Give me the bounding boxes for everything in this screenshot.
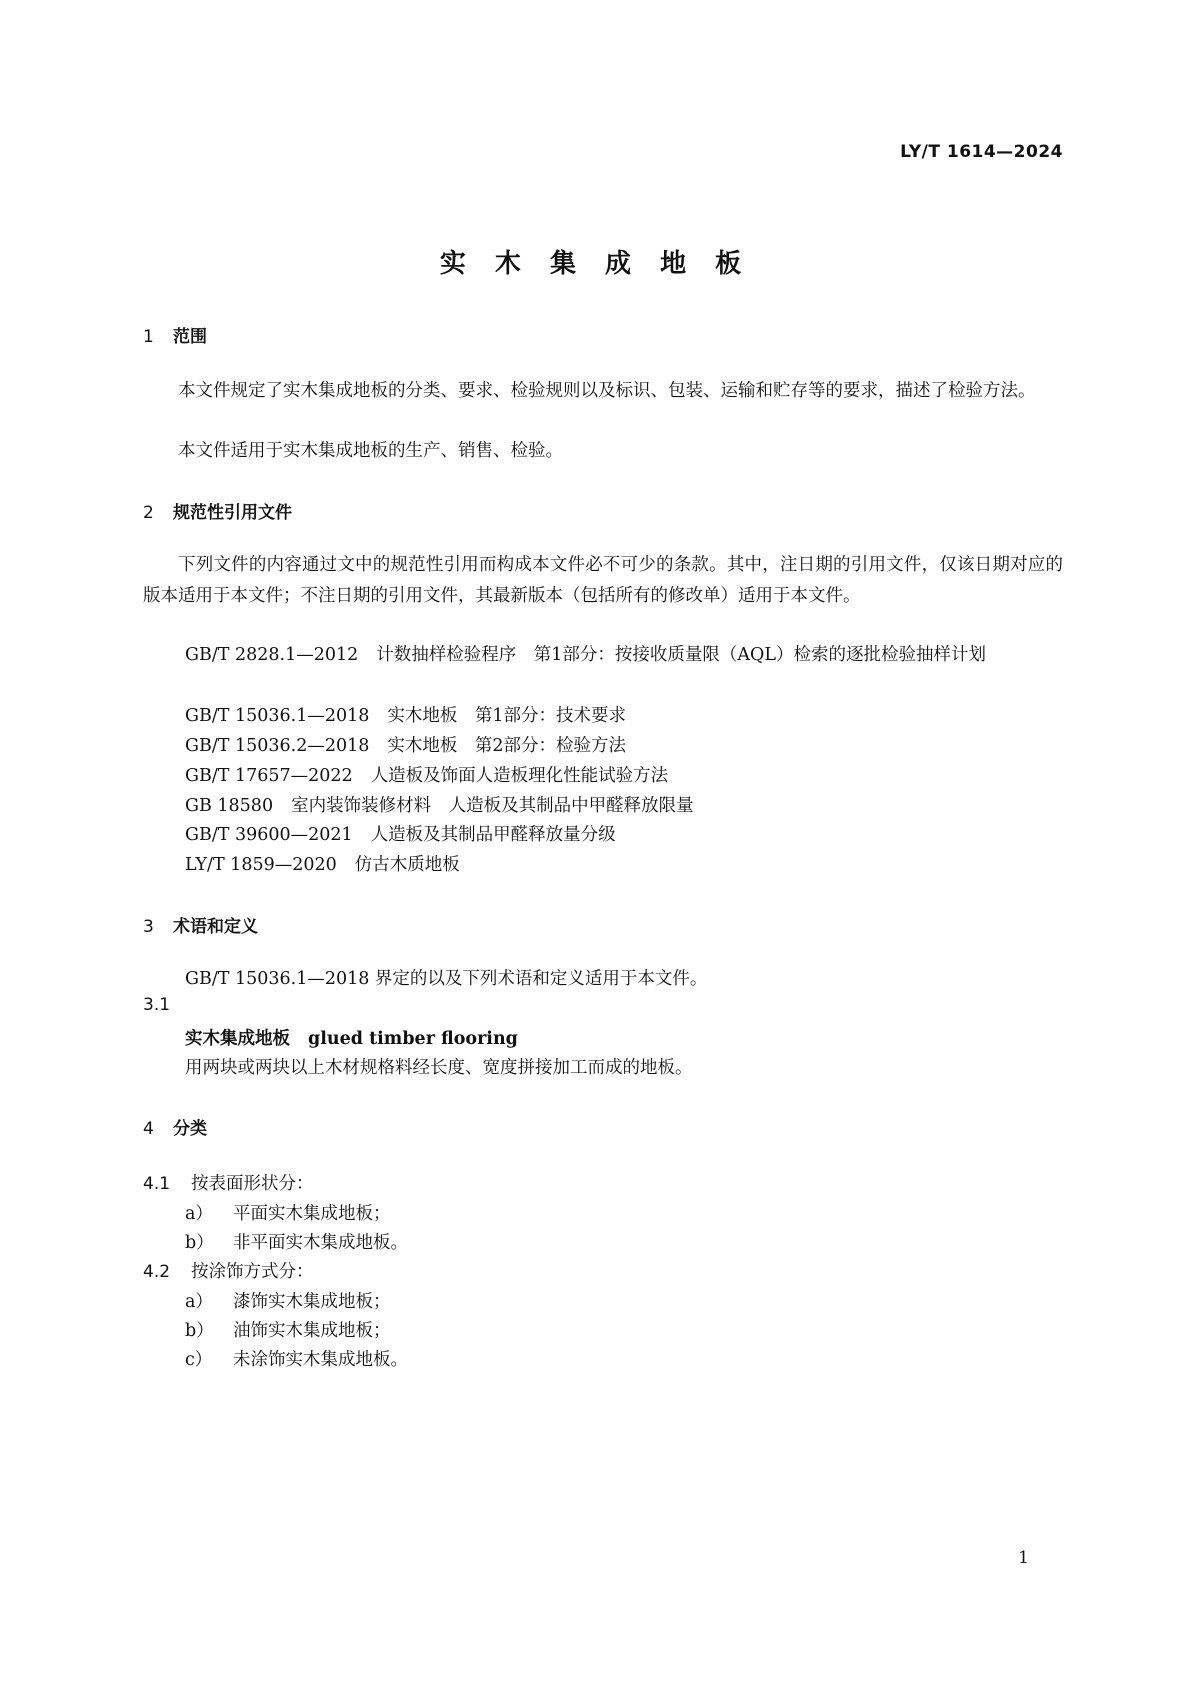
section-title: 范围 [173, 327, 207, 347]
term-number: 3.1 [143, 995, 171, 1015]
list-item-text: 漆饰实木集成地板； [233, 1292, 391, 1312]
list-item-label: b） [185, 1321, 214, 1341]
section-title: 分类 [173, 1119, 207, 1139]
list-item-text: 油饰实木集成地板； [233, 1321, 391, 1341]
section-2-intro: 下列文件的内容通过文中的规范性引用而构成本文件必不可少的条款。其中，注日期的引用文件，仅该日期对应的版本适用于本文件；不注日期的引用文件，其最新版本（包括所有的修改单）适用于本文件。 [143, 555, 1063, 606]
clause-text: 按涂饰方式分： [191, 1262, 314, 1282]
section-1-paragraph-1: 本文件规定了实木集成地板的分类、要求、检验规则以及标识、包装、运输和贮存等的要求，描述了检验方法。 [178, 381, 1036, 401]
section-title: 规范性引用文件 [173, 503, 292, 523]
section-3-intro: GB/T 15036.1—2018 界定的以及下列术语和定义适用于本文件。 [185, 969, 708, 989]
reference-code: GB 18580 [185, 796, 274, 816]
reference-code: GB/T 39600—2021 [185, 825, 353, 845]
section-number: 3 [143, 917, 154, 937]
term-heading [185, 1025, 518, 1050]
reference-title: 人造板及饰面人造板理化性能试验方法 [370, 766, 669, 786]
clause-number: 4.1 [143, 1174, 171, 1194]
document-code: LY/T 1614—2024 [900, 142, 1063, 162]
list-item [185, 1200, 391, 1225]
list-item-text: 未涂饰实木集成地板。 [233, 1350, 408, 1370]
clause-number: 4.2 [143, 1262, 171, 1282]
reference-title: 室内装饰装修材料 人造板及其制品中甲醛释放限量 [291, 796, 694, 816]
list-item-label: b） [185, 1233, 214, 1253]
section-1-heading [143, 322, 207, 347]
reference-code: GB/T 2828.1—2012 [185, 645, 359, 665]
list-item-label: a） [185, 1204, 213, 1224]
reference-item [185, 851, 460, 876]
reference-title: 实木地板 第1部分：技术要求 [387, 706, 627, 726]
reference-title: 人造板及其制品甲醛释放量分级 [370, 825, 616, 845]
section-1-paragraph-2: 本文件适用于实木集成地板的生产、销售、检验。 [178, 441, 563, 461]
reference-code: GB/T 15036.1—2018 [185, 706, 370, 726]
clause-4-2 [143, 1258, 314, 1283]
reference-code: GB/T 17657—2022 [185, 766, 353, 786]
reference-item [185, 732, 626, 757]
reference-item [185, 702, 626, 727]
document-title: 实 木 集 成 地 板 [439, 249, 752, 279]
list-item [185, 1317, 391, 1342]
section-2-heading [143, 498, 292, 523]
list-item [185, 1229, 408, 1254]
list-item [185, 1346, 408, 1371]
list-item-text: 非平面实木集成地板。 [233, 1233, 408, 1253]
section-4-heading [143, 1114, 207, 1139]
page-number: 1 [1018, 1548, 1029, 1568]
reference-code: GB/T 15036.2—2018 [185, 736, 370, 756]
section-3-heading [143, 912, 258, 937]
reference-item [143, 640, 1063, 671]
term-definition: 用两块或两块以上木材规格料经长度、宽度拼接加工而成的地板。 [185, 1058, 693, 1078]
list-item-label: a） [185, 1292, 213, 1312]
section-number: 2 [143, 503, 154, 523]
section-number: 4 [143, 1119, 154, 1139]
section-title: 术语和定义 [173, 917, 258, 937]
reference-item [185, 821, 616, 846]
term-english: glued timber flooring [308, 1029, 518, 1049]
reference-title: 计数抽样检验程序 第1部分：按接收质量限（AQL）检索的逐批检验抽样计划 [376, 645, 986, 665]
list-item [185, 1288, 391, 1313]
list-item-text: 平面实木集成地板； [233, 1204, 391, 1224]
clause-4-1 [143, 1170, 314, 1195]
reference-item [185, 762, 668, 787]
clause-text: 按表面形状分： [191, 1174, 314, 1194]
reference-title: 仿古木质地板 [354, 855, 460, 875]
reference-item [185, 792, 694, 817]
reference-title: 实木地板 第2部分：检验方法 [387, 736, 627, 756]
section-number: 1 [143, 327, 154, 347]
list-item-label: c） [185, 1350, 213, 1370]
term-chinese: 实木集成地板 [185, 1029, 290, 1049]
reference-code: LY/T 1859—2020 [185, 855, 337, 875]
